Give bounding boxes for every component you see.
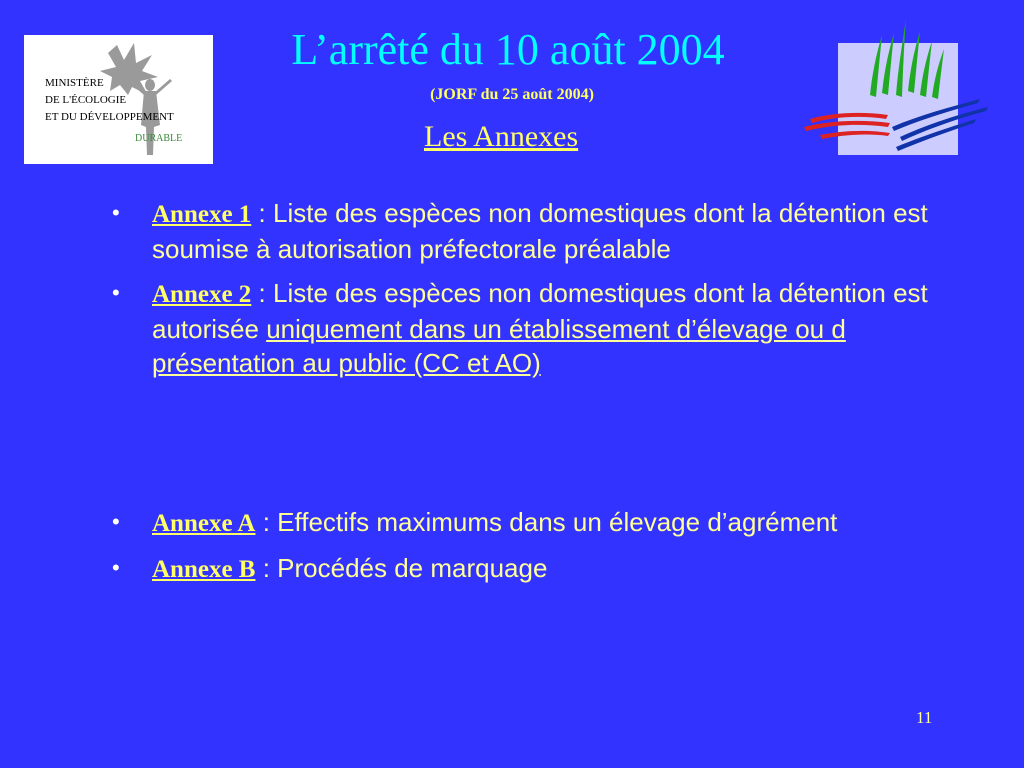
annex-label: Annexe B [152,556,256,583]
slide-title-text: L’arrêté du 10 août 2004 [291,25,725,74]
list-item-annex-1 [112,196,942,266]
ministry-line-1: MINISTÈRE [45,77,104,89]
annex-separator: : [251,198,273,228]
list-item-annex-b [112,551,942,587]
ministry-durable: DURABLE [135,133,183,144]
annex-underlined-text: uniquement dans un établissement d’élevage ou d présentation au public (CC et AO) [152,314,846,378]
ministry-line-3: ET DU DÉVELOPPEMENT [45,111,174,123]
annex-description: Effectifs maximums dans un élevage d’agrément [277,507,838,537]
bullet-icon: • [112,555,120,580]
bullet-icon: • [112,200,120,225]
list-item-annex-2 [112,276,942,380]
slide-title [0,24,1024,75]
annex-description: Liste des espèces non domestiques dont la détention est soumise à autorisation préfectorale préalable [152,198,928,264]
list-item-annex-a [112,505,942,541]
annex-label: Annexe A [152,510,256,537]
page-number: 11 [916,708,933,727]
bullet-icon: • [112,509,120,534]
bullet-icon: • [112,280,120,305]
annex-separator: : [255,507,278,537]
slide-subtitle-text: (JORF du 25 août 2004) [430,86,594,103]
annex-description: Procédés de marquage [277,553,548,583]
annex-description: Liste des espèces non domestiques dont la détention est autorisée [152,278,928,344]
section-heading: Les Annexes [424,120,579,153]
ministry-line-2: DE L'ÉCOLOGIE [45,94,127,106]
annex-separator: : [255,553,278,583]
slide-subtitle [0,86,1024,104]
annex-label: Annexe 1 [152,201,252,228]
annex-label: Annexe 2 [152,281,252,308]
annex-separator: : [251,278,273,308]
annex-list [112,196,942,587]
